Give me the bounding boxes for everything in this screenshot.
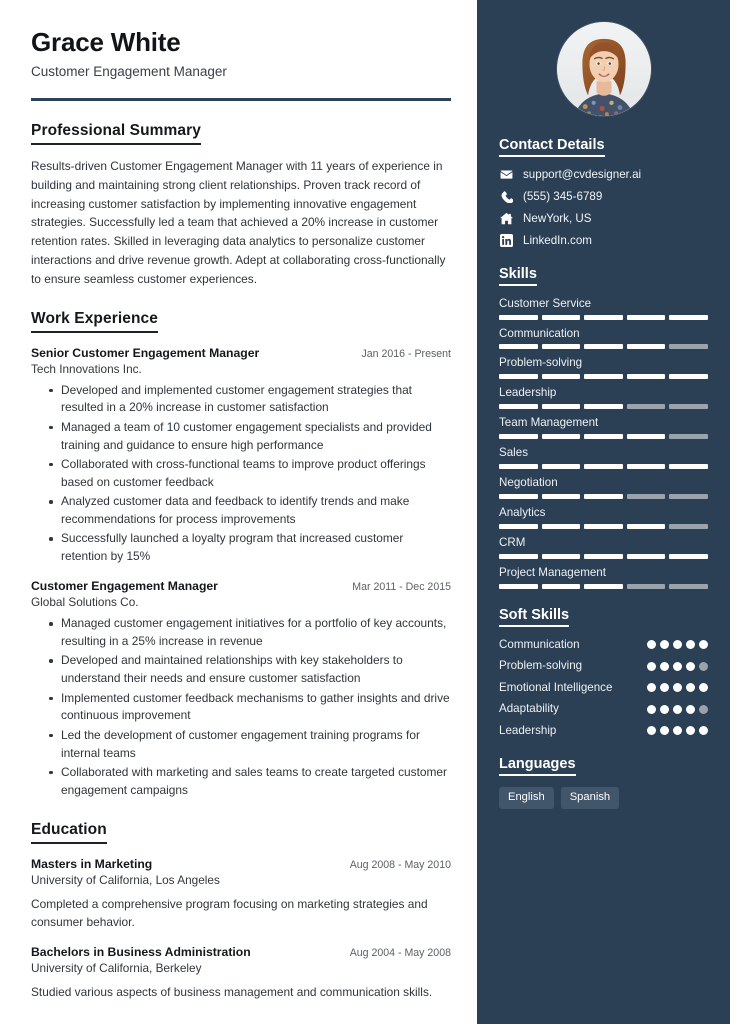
skill-segment	[627, 584, 666, 589]
soft-skill-label: Leadership	[499, 723, 557, 737]
soft-skill-rating-dots	[647, 662, 708, 671]
soft-skill-label: Problem-solving	[499, 659, 583, 673]
skill-rating-bar	[499, 494, 708, 499]
languages-list	[499, 787, 708, 808]
soft-skills-list	[499, 638, 708, 738]
education-entry-head	[31, 857, 451, 871]
contact-row[interactable]	[499, 234, 708, 248]
skill-segment	[542, 344, 581, 349]
skill-item	[499, 566, 708, 589]
contact-value: support@cvdesigner.ai	[523, 168, 642, 181]
education-date: Aug 2004 - May 2008	[349, 946, 451, 959]
skill-segment	[542, 584, 581, 589]
avatar	[557, 22, 651, 116]
skill-label: Communication	[499, 326, 580, 340]
soft-skill-dot	[699, 705, 708, 714]
skill-label: Negotiation	[499, 476, 558, 490]
skill-segment	[542, 315, 581, 320]
education-entry-head	[31, 945, 451, 959]
skill-rating-bar	[499, 374, 708, 379]
experience-job-title: Customer Engagement Manager	[31, 579, 218, 594]
contact-row[interactable]	[499, 168, 708, 182]
skill-segment	[584, 554, 623, 559]
home-icon	[499, 212, 514, 225]
contact-value: (555) 345-6789	[523, 189, 603, 203]
skill-segment	[584, 434, 623, 439]
language-chip: Spanish	[561, 787, 619, 808]
section-contact-details	[499, 136, 708, 248]
page-title	[31, 28, 451, 80]
experience-bullet-list	[31, 382, 451, 567]
skill-rating-bar	[499, 524, 708, 529]
skill-segment	[627, 404, 666, 409]
soft-skill-dot	[673, 705, 682, 714]
experience-bullet: Developed and maintained relationships with key stakeholders to understand their needs and ensure customer satisfaction	[49, 652, 451, 688]
soft-skill-dot	[686, 683, 695, 692]
experience-bullet: Collaborated with cross-functional teams to improve product offerings based on customer feedback	[49, 456, 451, 492]
skill-segment	[627, 554, 666, 559]
experience-company: Tech Innovations Inc.	[31, 361, 142, 376]
skill-segment	[542, 374, 581, 379]
soft-skill-label: Adaptability	[499, 702, 559, 716]
experience-bullet: Successfully launched a loyalty program that increased customer retention by 15%	[49, 530, 451, 566]
skill-segment	[584, 315, 623, 320]
section-heading-languages: Languages	[499, 756, 576, 776]
skill-label: Analytics	[499, 505, 546, 519]
education-entry	[31, 945, 451, 1001]
skill-segment	[542, 554, 581, 559]
soft-skill-dot	[660, 705, 669, 714]
header-divider	[31, 98, 451, 101]
contact-value: LinkedIn.com	[523, 233, 592, 247]
skill-segment	[669, 434, 708, 439]
skill-segment	[669, 404, 708, 409]
experience-list	[31, 346, 451, 800]
skill-item	[499, 297, 708, 320]
skill-segment	[499, 524, 538, 529]
experience-bullet: Managed a team of 10 customer engagement specialists and provided training and guidance to ensure high performance	[49, 419, 451, 455]
skill-rating-bar	[499, 404, 708, 409]
skill-segment	[542, 524, 581, 529]
soft-skill-label: Communication	[499, 637, 580, 651]
skill-segment	[584, 374, 623, 379]
skill-segment	[669, 584, 708, 589]
skill-rating-bar	[499, 434, 708, 439]
soft-skill-dot	[699, 726, 708, 735]
skill-segment	[584, 524, 623, 529]
section-heading-soft-skills: Soft Skills	[499, 607, 569, 627]
experience-bullet: Developed and implemented customer engagement strategies that resulted in a 20% increase in customer satisfaction	[49, 382, 451, 418]
soft-skill-dot	[647, 705, 656, 714]
envelope-icon	[499, 168, 514, 181]
skill-segment	[627, 494, 666, 499]
soft-skill-rating-dots	[647, 726, 708, 735]
education-degree: Masters in Marketing	[31, 856, 153, 871]
skill-rating-bar	[499, 464, 708, 469]
skill-segment	[499, 434, 538, 439]
language-chip: English	[499, 787, 554, 808]
candidate-name: Grace White	[31, 27, 181, 57]
sidebar	[477, 0, 730, 1024]
experience-bullet: Led the development of customer engagement training programs for internal teams	[49, 727, 451, 763]
section-heading-experience: Work Experience	[31, 310, 158, 333]
experience-entry	[31, 579, 451, 800]
summary-text: Results-driven Customer Engagement Manager with 11 years of experience in building and maintaining strong client relationships. Proven track record of increasing customer satisfaction by implementing innovative engagement strategies. Successfully led a team that achieved a 20% increase in customer retention rates. Skilled in leveraging data analytics to personalize customer interactions and drive revenue growth. Adept at collaborating cross-functionally to ensure seamless customer experiences.	[31, 158, 446, 286]
skill-segment	[627, 464, 666, 469]
skill-label: Leadership	[499, 386, 557, 400]
skill-segment	[584, 584, 623, 589]
experience-job-title: Senior Customer Engagement Manager	[31, 345, 260, 360]
contact-row[interactable]	[499, 212, 708, 226]
soft-skill-dot	[673, 726, 682, 735]
experience-entry	[31, 346, 451, 567]
skill-segment	[499, 554, 538, 559]
skill-rating-bar	[499, 554, 708, 559]
education-list	[31, 857, 451, 1001]
soft-skill-dot	[647, 662, 656, 671]
skill-item	[499, 327, 708, 350]
skill-label: Project Management	[499, 565, 606, 579]
skill-segment	[499, 404, 538, 409]
skill-segment	[669, 464, 708, 469]
skill-item	[499, 446, 708, 469]
soft-skill-dot	[673, 683, 682, 692]
section-languages	[499, 755, 708, 808]
soft-skill-row	[499, 659, 708, 673]
contact-row[interactable]	[499, 190, 708, 204]
experience-entry-head	[31, 579, 451, 593]
skill-segment	[627, 524, 666, 529]
education-school: University of California, Berkeley	[31, 960, 202, 975]
education-date: Aug 2008 - May 2010	[349, 858, 451, 871]
soft-skill-rating-dots	[647, 705, 708, 714]
experience-entry-head	[31, 346, 451, 360]
experience-date: Mar 2011 - Dec 2015	[352, 581, 451, 594]
soft-skill-dot	[660, 662, 669, 671]
experience-bullet: Managed customer engagement initiatives for a portfolio of key accounts, resulting in a 25% increase in revenue	[49, 615, 451, 651]
skill-segment	[584, 494, 623, 499]
section-professional-summary	[31, 122, 451, 289]
soft-skill-dot	[686, 705, 695, 714]
skill-segment	[627, 315, 666, 320]
soft-skill-dot	[647, 726, 656, 735]
skill-segment	[669, 524, 708, 529]
skill-segment	[499, 494, 538, 499]
skill-label: Customer Service	[499, 296, 592, 310]
section-heading-skills: Skills	[499, 266, 537, 286]
experience-bullet: Implemented customer feedback mechanisms to gather insights and drive continuous improvement	[49, 690, 451, 726]
skill-segment	[499, 374, 538, 379]
skill-segment	[669, 344, 708, 349]
skill-label: Team Management	[499, 416, 599, 430]
skill-rating-bar	[499, 315, 708, 320]
soft-skill-dot	[647, 683, 656, 692]
education-description: Studied various aspects of business management and communication skills.	[31, 984, 433, 999]
soft-skill-dot	[660, 683, 669, 692]
skill-segment	[542, 404, 581, 409]
skill-segment	[584, 404, 623, 409]
soft-skill-dot	[699, 683, 708, 692]
skill-item	[499, 386, 708, 409]
soft-skill-dot	[660, 726, 669, 735]
experience-bullet-list	[31, 615, 451, 800]
skills-list	[499, 297, 708, 589]
skill-item	[499, 536, 708, 559]
experience-company: Global Solutions Co.	[31, 595, 139, 610]
soft-skill-dot	[673, 662, 682, 671]
experience-bullet: Analyzed customer data and feedback to identify trends and make recommendations for process improvements	[49, 493, 451, 529]
experience-date: Jan 2016 - Present	[361, 347, 451, 360]
skill-segment	[627, 374, 666, 379]
contact-value: NewYork, US	[523, 211, 592, 225]
experience-bullet: Collaborated with marketing and sales teams to create targeted customer engagement campaigns	[49, 764, 451, 800]
skill-segment	[499, 464, 538, 469]
soft-skill-dot	[686, 662, 695, 671]
soft-skill-dot	[699, 662, 708, 671]
soft-skill-rating-dots	[647, 683, 708, 692]
section-education	[31, 821, 451, 1001]
candidate-job-title: Customer Engagement Manager	[31, 63, 227, 79]
education-school: University of California, Los Angeles	[31, 872, 220, 887]
skill-label: Problem-solving	[499, 356, 583, 370]
skill-item	[499, 476, 708, 499]
education-entry	[31, 857, 451, 932]
skill-item	[499, 356, 708, 379]
phone-icon	[499, 190, 514, 203]
linkedin-icon	[499, 234, 514, 247]
skill-segment	[669, 315, 708, 320]
avatar-wrap	[499, 22, 708, 116]
skill-label: Sales	[499, 446, 529, 460]
education-degree: Bachelors in Business Administration	[31, 944, 251, 959]
soft-skill-row	[499, 638, 708, 652]
skill-rating-bar	[499, 584, 708, 589]
education-description: Completed a comprehensive program focusing on marketing strategies and consumer behavior.	[31, 896, 428, 930]
section-heading-summary: Professional Summary	[31, 122, 201, 145]
soft-skill-dot	[660, 640, 669, 649]
skill-segment	[542, 494, 581, 499]
section-heading-education: Education	[31, 821, 107, 844]
skill-segment	[627, 434, 666, 439]
skill-segment	[542, 464, 581, 469]
soft-skill-row	[499, 702, 708, 716]
skill-segment	[627, 344, 666, 349]
skill-item	[499, 416, 708, 439]
soft-skill-dot	[699, 640, 708, 649]
skill-segment	[499, 344, 538, 349]
soft-skill-dot	[673, 640, 682, 649]
skill-segment	[584, 344, 623, 349]
soft-skill-row	[499, 724, 708, 738]
skill-item	[499, 506, 708, 529]
skill-segment	[669, 374, 708, 379]
skill-segment	[669, 494, 708, 499]
soft-skill-dot	[647, 640, 656, 649]
skill-segment	[499, 315, 538, 320]
skill-segment	[542, 434, 581, 439]
skill-segment	[499, 584, 538, 589]
section-heading-contact: Contact Details	[499, 137, 605, 157]
soft-skill-rating-dots	[647, 640, 708, 649]
skill-rating-bar	[499, 344, 708, 349]
skill-segment	[669, 554, 708, 559]
skill-label: CRM	[499, 535, 526, 549]
soft-skill-dot	[686, 726, 695, 735]
section-skills	[499, 265, 708, 589]
soft-skill-label: Emotional Intelligence	[499, 680, 613, 694]
section-work-experience	[31, 310, 451, 800]
contact-list	[499, 168, 708, 248]
soft-skill-dot	[686, 640, 695, 649]
soft-skill-row	[499, 681, 708, 695]
section-soft-skills	[499, 606, 708, 738]
skill-segment	[584, 464, 623, 469]
